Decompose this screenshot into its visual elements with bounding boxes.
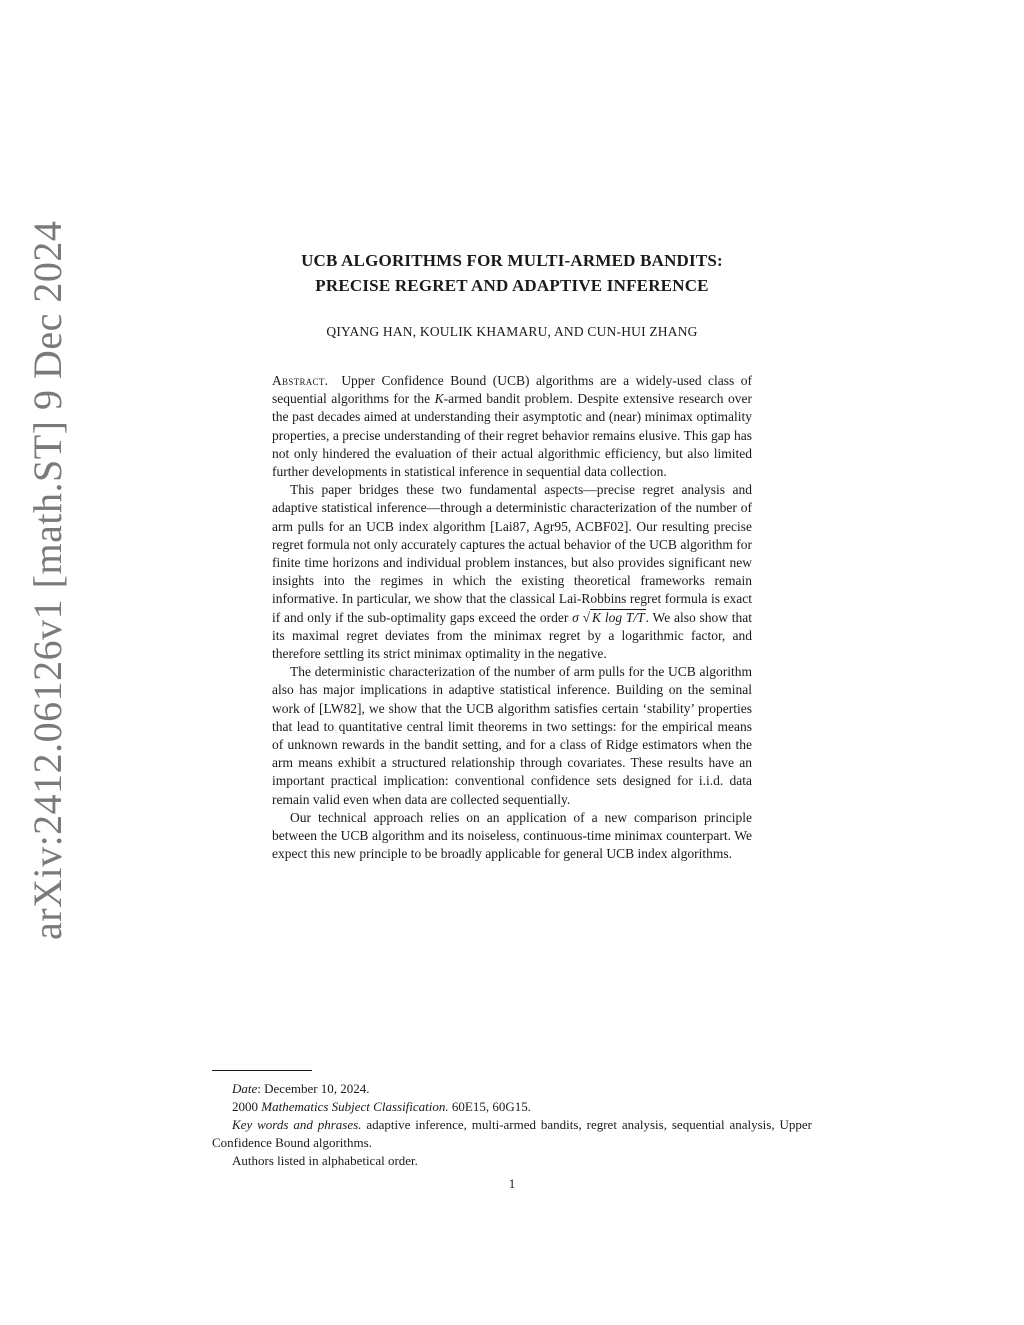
math-sigma: σ (572, 609, 579, 625)
abstract-paragraph-3: The deterministic characterization of the number of arm pulls for the UCB algorithm also has major implications in adaptive statistical inference. Building on the seminal work of [LW82], we show that the UCB algorithm satisfies certain ‘stability’ properties that lead to quantitative central limit theorems in two settings: for the empirical means of unknown rewards in the bandit setting, and for a class of Ridge estimators when the arm means exhibit a structured relationship through covariates. These results have an important practical implication: conventional confidence sets designed for i.i.d. data remain valid even when data are collected sequentially. (272, 664, 752, 807)
page-number: 1 (508, 1176, 516, 1191)
author-list: QIYANG HAN, KOULIK KHAMARU, AND CUN-HUI ZHANG (326, 324, 698, 339)
abstract (272, 372, 752, 863)
footnote-msc: 2000 Mathematics Subject Classification. 60E15, 60G15. (232, 1099, 531, 1114)
footnote-authors-note: Authors listed in alphabetical order. (232, 1153, 418, 1168)
abstract-label: Abstract. (272, 373, 329, 388)
title-line-2: PRECISE REGRET AND ADAPTIVE INFERENCE (315, 276, 709, 295)
footnote-keywords: Key words and phrases. adaptive inference, multi-armed bandits, regret analysis, sequential analysis, Upper Confidence Bound algorithms. (212, 1117, 812, 1150)
abstract-paragraph-2: This paper bridges these two fundamental aspects—precise regret analysis and adaptive statistical inference—through a deterministic characterization of the number of arm pulls for an UCB index algorithm [Lai87, Agr95, ACBF02]. Our resulting precise regret formula not only accurately captures the actual behavior of the UCB algorithm for finite time horizons and individual problem instances, but also provides significant new insights into the regimes in which the existing theoretical frameworks remain informative. In particular, we show that the classical Lai-Robbins regret formula is exact if and only if the sub-optimality gaps exceed the order σ √ K log T/T. We also show that its maximal regret deviates from the minimax regret by a logarithmic factor, and therefore settling its strict minimax optimality in the negative. (272, 482, 753, 662)
abstract-paragraph-1: Abstract. Upper Confidence Bound (UCB) algorithms are a widely-used class of sequential algorithms for the K-armed bandit problem. Despite extensive research over the past decades aimed at understanding their asymptotic and (near) minimax optimality properties, a precise understanding of their regret behavior remains elusive. This gap has not only hindered the evaluation of their actual algorithmic efficiency, but also limited further developments in statistical inference in sequential data collection. (272, 373, 753, 480)
abstract-paragraph-4: Our technical approach relies on an application of a new comparison principle between the UCB algorithm and its noiseless, continuous-time minimax counterpart. We expect this new principle to be broadly applicable for general UCB index algorithms. (272, 809, 752, 862)
footnotes (212, 1080, 812, 1170)
math-sqrt-expression: K log T/T (592, 609, 645, 625)
math-K: K (434, 391, 444, 407)
footnote-date: Date: December 10, 2024. (232, 1081, 370, 1096)
footnote-separator (212, 1070, 312, 1071)
arxiv-identifier-stamp: arXiv:2412.06126v1 [math.ST] 9 Dec 2024 (25, 220, 70, 940)
title-line-1: UCB ALGORITHMS FOR MULTI-ARMED BANDITS: (301, 251, 723, 270)
paper-title (0, 248, 1024, 298)
sqrt-radical: √ (582, 609, 591, 625)
